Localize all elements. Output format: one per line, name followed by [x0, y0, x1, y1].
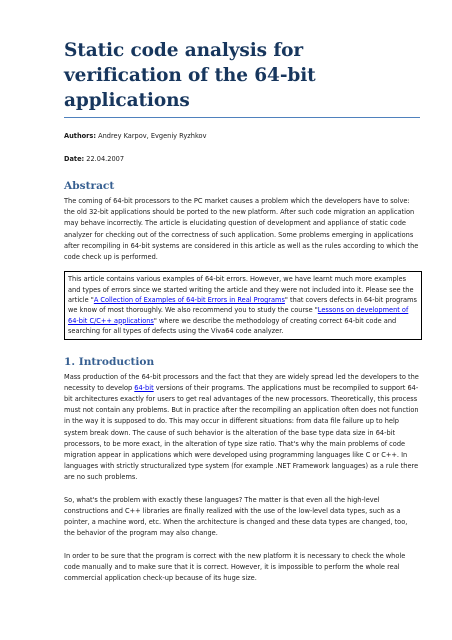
notice-paragraph: [68, 274, 418, 336]
intro-paragraph-1: [64, 372, 420, 484]
lessons-link[interactable]: Lessons on development of 64-bit C/C++ applications: [68, 306, 409, 325]
notice-text-3: " where we describe the methodology of creating correct 64-bit code and searching for all types of defects using the Viva64 code analyzer.: [68, 316, 397, 336]
document-page: [64, 38, 420, 584]
abstract-heading: Abstract: [64, 180, 115, 192]
authors-label: Authors:: [64, 132, 96, 140]
abstract-paragraph: The coming of 64-bit processors to the PC market causes a problem which the developers have to solve: the old 32-bit applications should be ported to the new platform. After such code migration an application may behave incorrectly. The article is elucidating question of development and appliance of static code analyzer for checking out of the correctness of such application. Some problems emerging in applications after recompiling in 64-bit systems are considered in this article as well as the rules according to which the code check up is performed.: [64, 197, 419, 262]
date-line: [64, 155, 420, 164]
intro-paragraph-3: In order to be sure that the program is correct with the new platform it is necessary to check the whole code manually and to make sure that it is correct. However, it is impossible to perform the whole real commercial application check-up because of its huge size.: [64, 551, 406, 582]
document-title: Static code analysis for verification of the 64-bit applications: [64, 40, 316, 111]
authors-value: Andrey Karpov, Evgeniy Ryzhkov: [96, 132, 207, 140]
collection-of-errors-link[interactable]: A Collection of Examples of 64-bit Errors in Real Programs: [93, 296, 285, 305]
notice-box: [64, 271, 422, 339]
authors-line: [64, 132, 420, 141]
date-label: Date:: [64, 155, 85, 163]
title-divider: [64, 117, 420, 118]
64-bit-link[interactable]: 64-bit: [134, 383, 154, 392]
intro-p1-text-b: versions of their programs. The applications must be recompiled to support 64-bit architectures exactly for users to get real advantages of the new processors. Theoretically, this process must not contain any problems. But in practice after the recompiling an application often does not function in the way it is supposed to do. This may occur in different situations: from data file failure up to help system break down. The cause of such behavior is the alteration of the base type data size in 64-bit processors, to be more exact, in the alteration of type size ratio. That's why the main problems of code migration appear in applications which were developed using programming languages like C or C++. In languages with strictly structuralized type system (for example .NET Framework languages) as a rule there are no such problems.: [64, 383, 419, 482]
date-value: 22.04.2007: [84, 155, 125, 163]
notice-text-1: This article contains various examples of 64-bit errors. However, we have learnt much more examples and types of errors since we started writing the article and they were not included into it. Please see the article ": [68, 275, 414, 305]
intro-p1-text-a: Mass production of the 64-bit processors and the fact that they are widely spread led the developers to the necessity to develop: [64, 372, 419, 392]
notice-text-2: " that covers defects in 64-bit programs we know of most thoroughly. We also recommend you to study the course ": [68, 296, 417, 315]
introduction-heading: 1. Introduction: [64, 355, 155, 368]
intro-paragraph-2: So, what's the problem with exactly these languages? The matter is that even all the high-level constructions and C++ libraries are finally realized with the use of the low-level data types, such as a pointer, a machine word, etc. When the architecture is changed and these data types are changed, too, the behavior of the program may also change.: [64, 495, 408, 538]
